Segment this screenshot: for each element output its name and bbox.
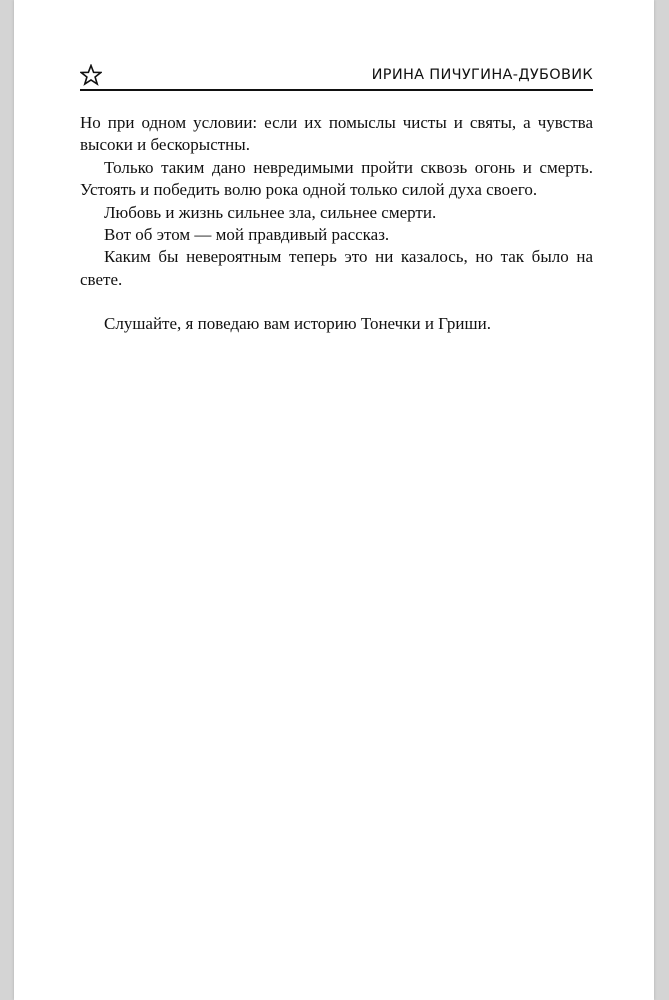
book-page	[14, 0, 654, 1000]
body-text	[80, 112, 593, 336]
paragraph: Слушайте, я поведаю вам историю Тонечки и Гриши.	[104, 314, 491, 334]
author-name: ИРИНА ПИЧУГИНА-ДУБОВИК	[371, 67, 593, 83]
paragraph: Любовь и жизнь сильнее зла, сильнее смерти.	[104, 202, 437, 222]
paragraph: Но при одном условии: если их помыслы чисты и святы, а чувства высоки и бескорыстны.	[80, 113, 593, 155]
paragraph: Только таким дано невредимыми пройти сквозь огонь и смерть. Устоять и победить волю рока одной только силой духа своего.	[80, 157, 593, 200]
paragraph: Каким бы невероятным теперь это ни казалось, но так было на свете.	[80, 247, 593, 289]
running-head	[80, 62, 593, 92]
paragraph: Вот об этом — мой правдивый рассказ.	[104, 225, 390, 245]
header-rule	[80, 89, 593, 91]
star-outline-icon	[80, 64, 102, 86]
